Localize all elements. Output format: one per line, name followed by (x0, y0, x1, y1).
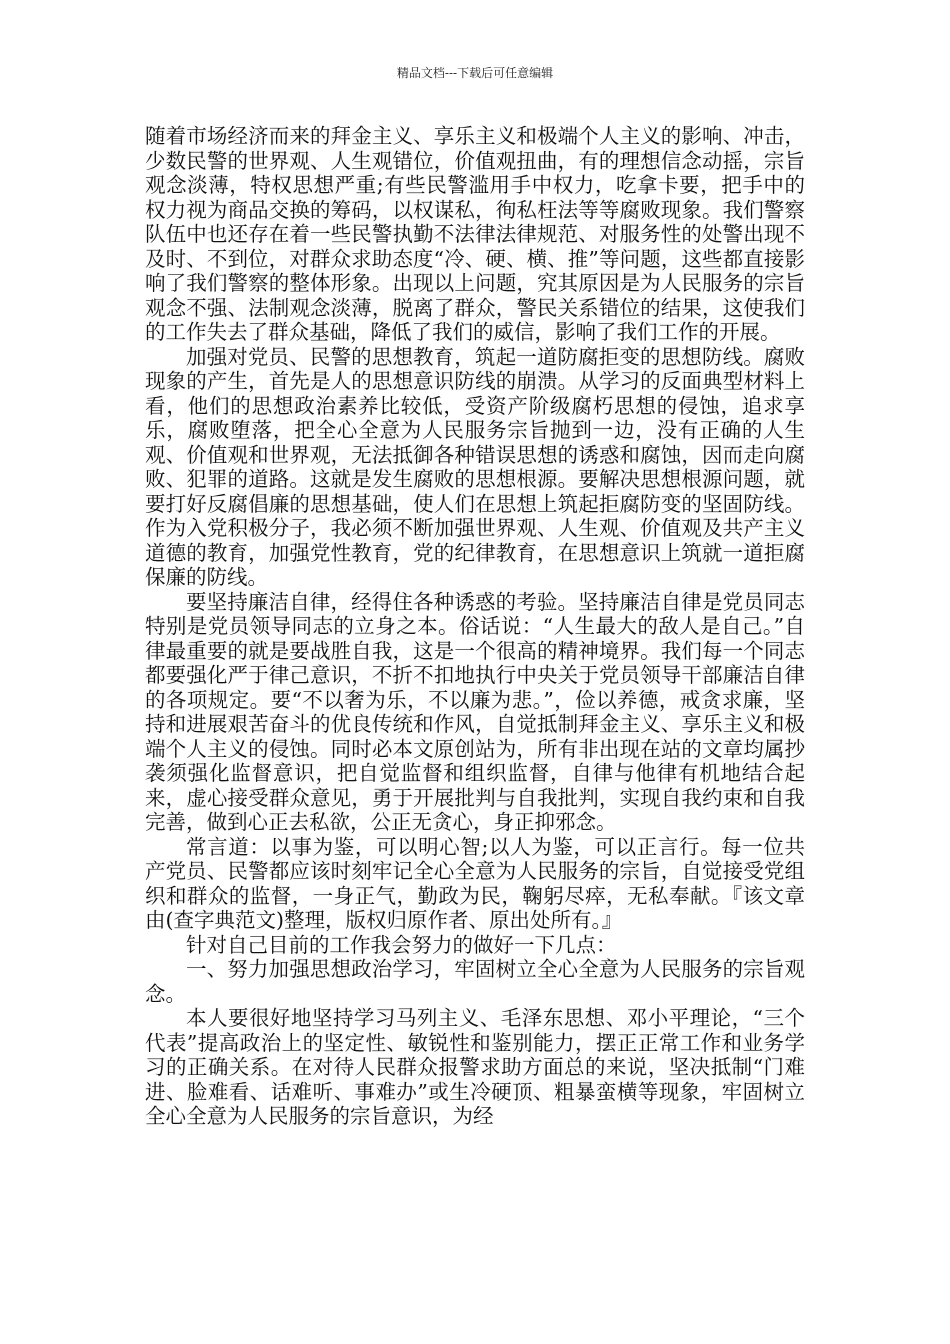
paragraph: 加强对党员、民警的思想教育，筑起一道防腐拒变的思想防线。腐败现象的产生，首先是人的思想意识防线的崩溃。从学习的反面典型材料上看，他们的思想政治素养比较低，受资产阶级腐朽思想的侵蚀，追求享乐，腐败堕落，把全心全意为人民服务宗旨抛到一边，没有正确的人生观、价值观和世界观，无法抵御各种错误思想的诱惑和腐蚀，因而走向腐败、犯罪的道路。这就是发生腐败的思想根源。要解决思想根源问题，就要打好反腐倡廉的思想基础，使人们在思想上筑起拒腐防变的坚固防线。作为入党积极分子，我必须不断加强世界观、人生观、价值观及共产主义道德的教育，加强党性教育，党的纪律教育，在思想意识上筑就一道拒腐保廉的防线。 (145, 344, 805, 589)
paragraph: 本人要很好地坚持学习马列主义、毛泽东思想、邓小平理论，“三个代表”提高政治上的坚定性、敏锐性和鉴别能力，摆正正常工作和业务学习的正确关系。在对待人民群众报警求助方面总的来说，坚决抵制“门难进、脸难看、话难听、事难办”或生冷硬顶、粗暴蛮横等现象，牢固树立全心全意为人民服务的宗旨意识，为经 (145, 1006, 805, 1128)
paragraph: 随着市场经济而来的拜金主义、享乐主义和极端个人主义的影响、冲击，少数民警的世界观、人生观错位，价值观扭曲，有的理想信念动摇，宗旨观念淡薄，特权思想严重;有些民警滥用手中权力，吃拿卡要，把手中的权力视为商品交换的筹码，以权谋私，徇私枉法等等腐败现象。我们警察队伍中也还存在着一些民警执勤不法律法律规范、对服务性的处警出现不及时、不到位，对群众求助态度“冷、硬、横、推”等问题，这些都直接影响了我们警察的整体形象。出现以上问题，究其原因是为人民服务的宗旨观念不强、法制观念淡薄，脱离了群众，警民关系错位的结果，这使我们的工作失去了群众基础，降低了我们的威信，影响了我们工作的开展。 (145, 124, 805, 344)
document-body (145, 124, 805, 1129)
paragraph: 要坚持廉洁自律，经得住各种诱惑的考验。坚持廉洁自律是党员同志特别是党员领导同志的立身之本。俗话说：“人生最大的敌人是自己。”自律最重要的就是要战胜自我，这是一个很高的精神境界。我们每一个同志都要强化严于律己意识，不折不扣地执行中央关于党员领导干部廉洁自律的各项规定。要“不以奢为乐，不以廉为悲。”，俭以养德，戒贪求廉，坚持和进展艰苦奋斗的优良传统和作风，自觉抵制拜金主义、享乐主义和极端个人主义的侵蚀。同时必本文原创站为，所有非出现在站的文章均属抄袭须强化监督意识，把自觉监督和组织监督，自律与他律有机地结合起来，虚心接受群众意见，勇于开展批判与自我批判，实现自我约束和自我完善，做到心正去私欲，公正无贪心，身正抑邪念。 (145, 589, 805, 834)
paragraph: 针对自己目前的工作我会努力的做好一下几点： (186, 932, 617, 957)
page-header: 精品文档---下载后可任意编辑 (396, 66, 554, 80)
section-heading: 一、努力加强思想政治学习，牢固树立全心全意为人民服务的宗旨观念。 (145, 957, 805, 1006)
paragraph: 常言道：以事为鉴，可以明心智;以人为鉴，可以正言行。每一位共产党员、民警都应该时刻牢记全心全意为人民服务的宗旨，自觉接受党组织和群众的监督，一身正气，勤政为民，鞠躬尽瘁，无私奉献。『该文章由(查字典范文)整理，版权归原作者、原出处所有。』 (145, 834, 805, 932)
